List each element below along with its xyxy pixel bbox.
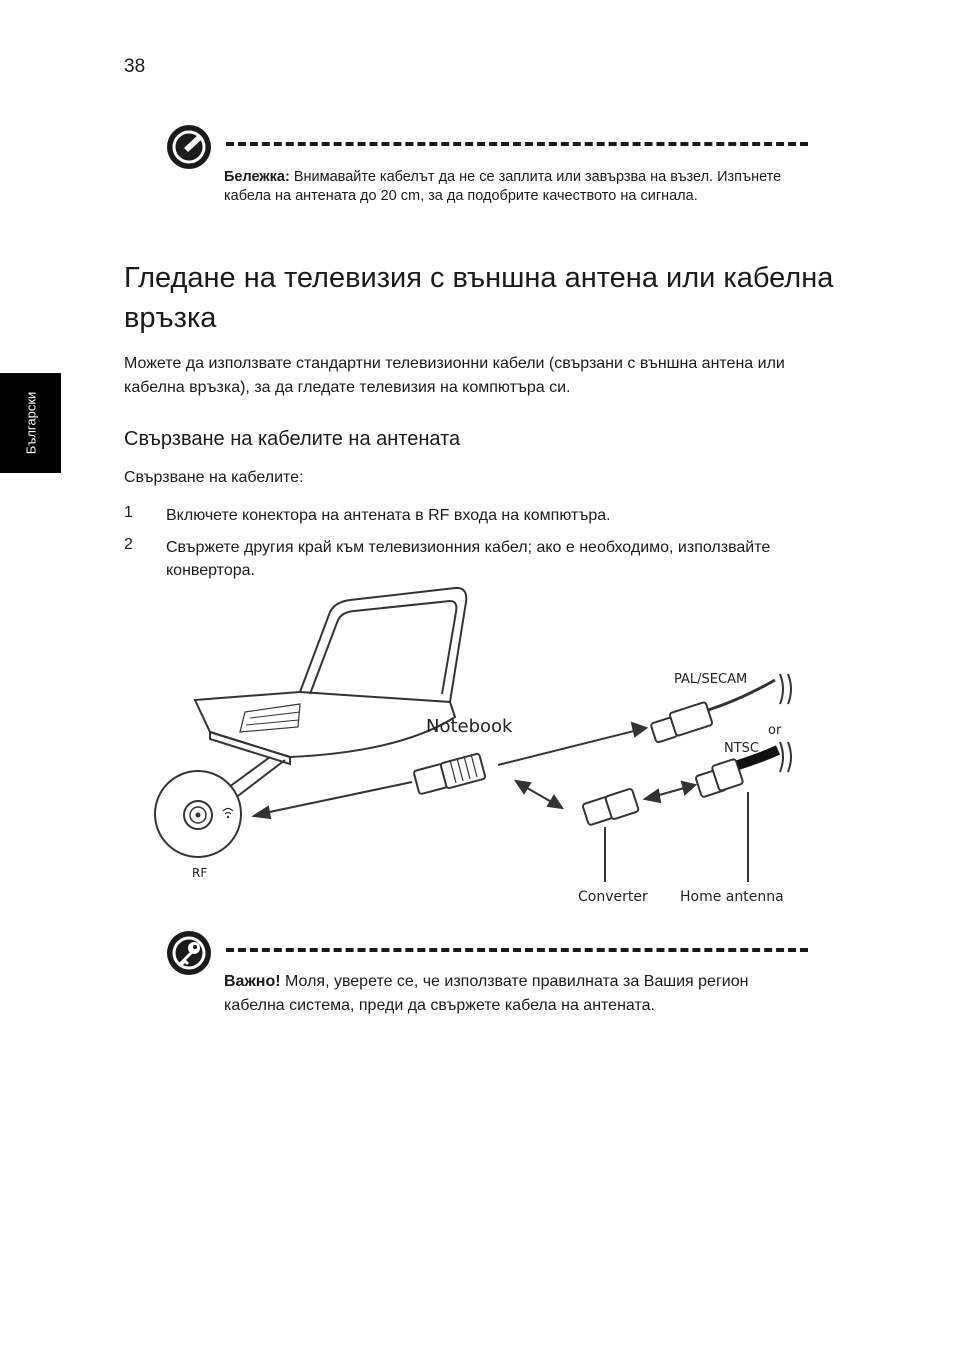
note-divider [226, 142, 808, 146]
important-body: Моля, уверете се, че използвате правилната за Вашия регион кабелна система, преди да свържете кабела на антената. [224, 973, 749, 1014]
note-label: Бележка: [224, 169, 290, 185]
antenna-connection-diagram [150, 582, 800, 912]
note-pen-icon [166, 124, 212, 170]
ntsc-plug [695, 759, 743, 798]
important-text [224, 970, 804, 1018]
label-rf: RF [192, 866, 208, 880]
label-pal-secam: PAL/SECAM [674, 672, 748, 687]
step-text: Свържете другия край към телевизионния кабел; ако е необходимо, използвайте конвертора. [166, 539, 771, 579]
page-number: 38 [124, 56, 146, 77]
note-text [224, 168, 784, 206]
notebook-connector [413, 753, 485, 794]
important-key-icon [166, 930, 212, 976]
label-notebook: Notebook [426, 716, 513, 737]
laptop-screen [300, 588, 466, 702]
steps-lead: Свързване на кабелите: [124, 469, 304, 486]
important-label: Важно! [224, 973, 281, 990]
label-home-antenna: Home antenna [680, 889, 784, 905]
note-body: Внимавайте кабелът да не се заплита или завързва на възел. Изпънете кабела на антената до 20 cm, за да подобрите качеството на сигнала. [224, 169, 782, 204]
section-heading: Свързване на кабелите на антената [124, 428, 461, 450]
intro-paragraph: Можете да използвате стандартни телевизионни кабели (свързани с външна антена или кабелна връзка), за да гледате телевизия на компютъра си. [124, 355, 785, 396]
page-title: Гледане на телевизия с външна антена или кабелна връзка [124, 262, 834, 334]
step-text: Включете конектора на антената в RF входа на компютъра. [166, 507, 611, 524]
pal-secam-plug [650, 680, 775, 743]
label-or: or [768, 723, 782, 738]
side-tab-label: Български [23, 391, 38, 455]
label-converter: Converter [578, 889, 648, 905]
side-language-tab [0, 373, 61, 473]
step-number: 2 [124, 536, 133, 553]
converter-part [582, 788, 639, 825]
label-ntsc: NTSC [724, 741, 759, 756]
important-divider [226, 948, 808, 952]
step-number: 1 [124, 504, 133, 521]
